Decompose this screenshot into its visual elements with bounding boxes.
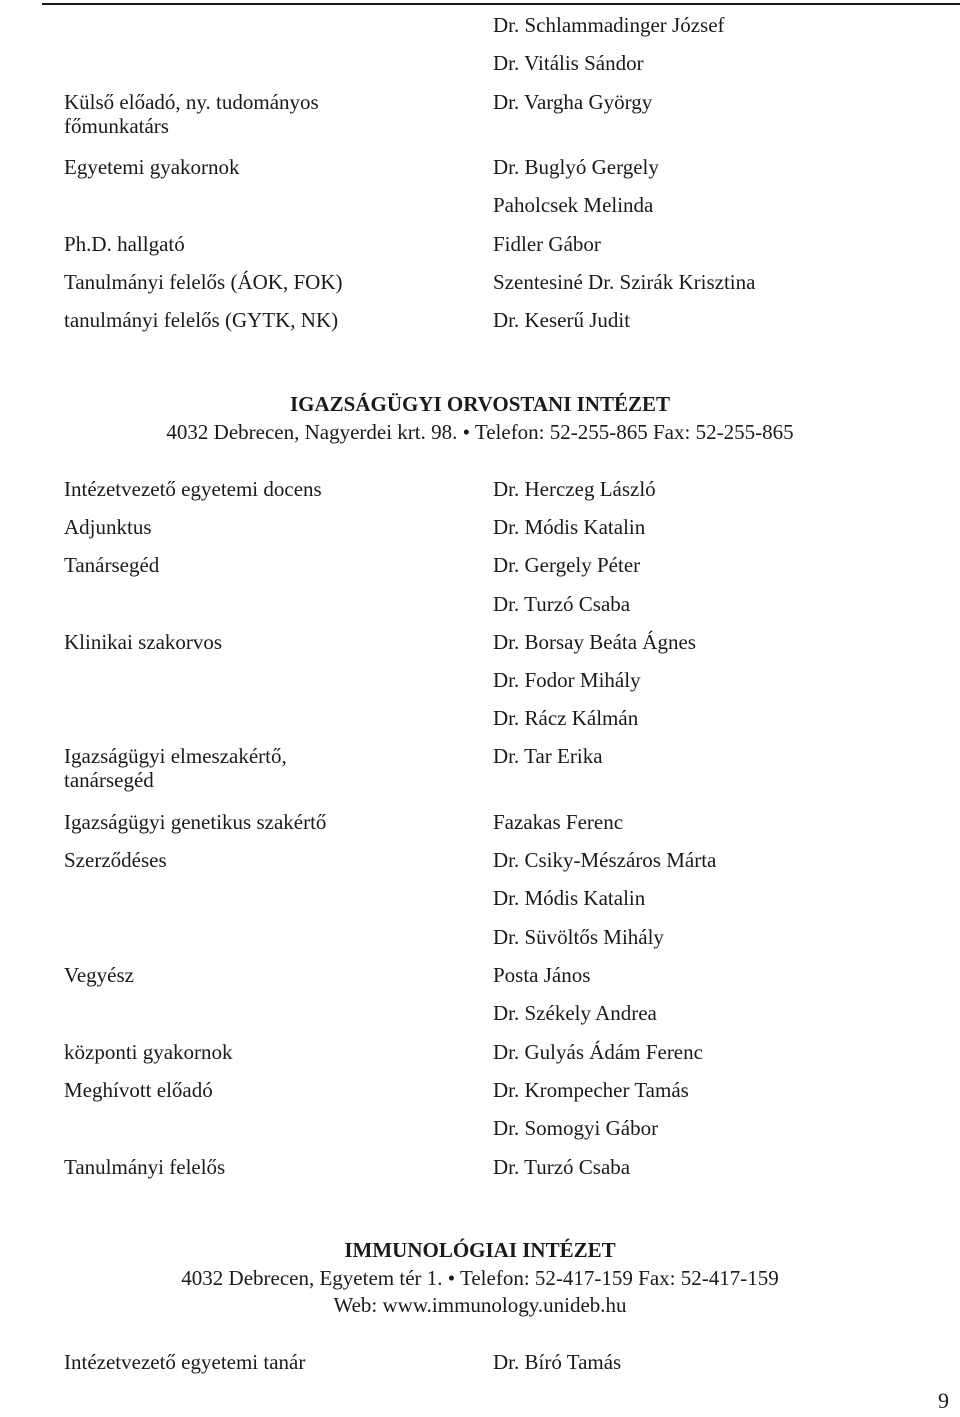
- person-name: Dr. Tar Erika: [493, 744, 603, 768]
- top-rule: [42, 3, 960, 5]
- role-label: Igazságügyi elmeszakértő, tanársegéd: [64, 744, 287, 792]
- institute-address: 4032 Debrecen, Egyetem tér 1. • Telefon: 52-417-159 Fax: 52-417-159: [181, 1266, 779, 1290]
- role-label: Igazságügyi genetikus szakértő: [64, 810, 327, 834]
- institute-address: 4032 Debrecen, Nagyerdei krt. 98. • Telefon: 52-255-865 Fax: 52-255-865: [166, 420, 794, 444]
- person-name: Posta János: [493, 963, 591, 987]
- person-name: Dr. Csiky-Mészáros Márta: [493, 848, 717, 872]
- person-name: Dr. Herczeg László: [493, 477, 656, 501]
- role-label: Meghívott előadó: [64, 1078, 213, 1102]
- role-label: Ph.D. hallgató: [64, 232, 185, 256]
- person-name: Dr. Turzó Csaba: [493, 1155, 631, 1179]
- person-name: Dr. Süvöltős Mihály: [493, 925, 664, 949]
- person-name: Dr. Vitális Sándor: [493, 51, 644, 75]
- person-name: Dr. Krompecher Tamás: [493, 1078, 689, 1102]
- role-label: Tanársegéd: [64, 553, 160, 577]
- institute-web: Web: www.immunology.unideb.hu: [333, 1293, 627, 1317]
- person-name: Dr. Vargha György: [493, 90, 653, 114]
- person-name: Dr. Turzó Csaba: [493, 592, 631, 616]
- person-name: Dr. Módis Katalin: [493, 515, 646, 539]
- role-label: tanulmányi felelős (GYTK, NK): [64, 308, 339, 332]
- role-label: Adjunktus: [64, 515, 152, 539]
- person-name: Dr. Gergely Péter: [493, 553, 641, 577]
- role-label: Külső előadó, ny. tudományos főmunkatárs: [64, 90, 319, 138]
- person-name: Dr. Gulyás Ádám Ferenc: [493, 1040, 703, 1064]
- person-name: Dr. Bíró Tamás: [493, 1350, 622, 1374]
- role-label: Egyetemi gyakornok: [64, 155, 240, 179]
- page-number: 9: [938, 1388, 949, 1413]
- role-label: Intézetvezető egyetemi docens: [64, 477, 322, 501]
- person-name: Dr. Borsay Beáta Ágnes: [493, 630, 696, 654]
- person-name: Szentesiné Dr. Szirák Krisztina: [493, 270, 756, 294]
- role-label: Klinikai szakorvos: [64, 630, 223, 654]
- person-name: Dr. Somogyi Gábor: [493, 1116, 659, 1140]
- role-label: Intézetvezető egyetemi tanár: [64, 1350, 306, 1374]
- institute-title: IMMUNOLÓGIAI INTÉZET: [344, 1238, 616, 1262]
- institute-title: IGAZSÁGÜGYI ORVOSTANI INTÉZET: [289, 392, 671, 416]
- person-name: Dr. Keserű Judit: [493, 308, 631, 332]
- person-name: Fidler Gábor: [493, 232, 601, 256]
- person-name: Fazakas Ferenc: [493, 810, 624, 834]
- person-name: Dr. Módis Katalin: [493, 886, 646, 910]
- role-label: Tanulmányi felelős: [64, 1155, 226, 1179]
- person-name: Dr. Schlammadinger József: [493, 13, 725, 37]
- person-name: Dr. Buglyó Gergely: [493, 155, 659, 179]
- role-label: Tanulmányi felelős (ÁOK, FOK): [64, 270, 343, 294]
- role-label: Vegyész: [64, 963, 134, 987]
- person-name: Dr. Fodor Mihály: [493, 668, 641, 692]
- person-name: Dr. Rácz Kálmán: [493, 706, 639, 730]
- person-name: Paholcsek Melinda: [493, 193, 654, 217]
- person-name: Dr. Székely Andrea: [493, 1001, 657, 1025]
- role-label: Szerződéses: [64, 848, 167, 872]
- role-label: központi gyakornok: [64, 1040, 233, 1064]
